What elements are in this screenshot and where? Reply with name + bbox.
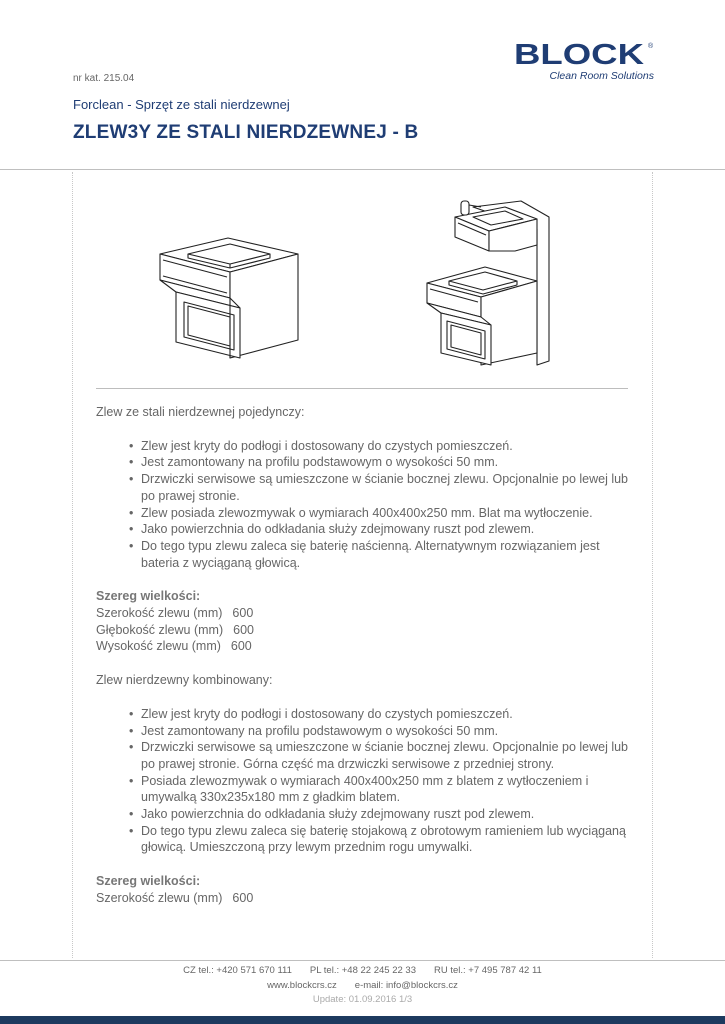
right-dotted-border (652, 172, 653, 958)
list-item: • Do tego typu zlewu zaleca się baterię naścienną. Alternatywnym rozwiązaniem jest bateria z wyciąganą głowicą. (141, 538, 636, 571)
header-divider (0, 169, 725, 170)
block-logo (512, 38, 657, 84)
section2-intro: Zlew nierdzewny kombinowany: (96, 673, 273, 688)
phone-pl: PL tel.: +48 22 245 22 33 (309, 965, 416, 976)
section2-sizes-heading: Szereg wielkości: (96, 874, 201, 889)
list-item: • Drzwiczki serwisowe są umieszczone w ścianie bocznej zlewu. Opcjonalnie po lewej lub po prawej stronie. (141, 471, 636, 504)
section2-feature-list (96, 706, 636, 856)
size-label: Wysokość zlewu (mm) (96, 639, 221, 654)
single-sink-drawing (158, 236, 300, 360)
page-footer (0, 964, 725, 1008)
list-item: • Zlew jest kryty do podłogi i dostosowany do czystych pomieszczeń. (141, 706, 636, 723)
footer-contacts (0, 979, 725, 994)
list-item: • Zlew jest kryty do podłogi i dostosowany do czystych pomieszczeń. (141, 438, 636, 455)
phone-cz: CZ tel.: +420 571 670 111 (183, 965, 292, 976)
email-link[interactable]: e-mail: info@blockcrs.cz (354, 979, 458, 991)
footer-divider (0, 960, 725, 961)
logo-tagline: Clean Room Solutions (549, 70, 654, 82)
list-item: • Jest zamontowany na profilu podstawowym o wysokości 50 mm. (141, 454, 636, 471)
size-row (96, 605, 636, 622)
catalog-number: nr kat. 215.04 (73, 73, 135, 84)
content-divider (96, 388, 628, 389)
size-value: 600 (233, 622, 254, 637)
list-item: • Jako powierzchnia do odkładania służy zdejmowany ruszt pod zlewem. (141, 521, 636, 538)
list-item: • Jest zamontowany na profilu podstawowym o wysokości 50 mm. (141, 723, 636, 740)
section1-intro: Zlew ze stali nierdzewnej pojedynczy: (96, 405, 305, 419)
list-item: • Posiada zlewozmywak o wymiarach 400x400x250 mm z blatem z wytłoczeniem i umywalką 330x235x180 mm z gładkim blatem. (141, 773, 636, 806)
product-description (96, 404, 636, 907)
page-title: ZLEW3Y ZE STALI NIERDZEWNEJ - B (73, 122, 419, 143)
size-value: 600 (232, 890, 254, 905)
list-item: • Do tego typu zlewu zaleca się baterię stojakową z obrotowym ramieniem lub wyciąganą głowicą. Umieszczoną przy lewym przednim rogu umywalki. (141, 823, 636, 856)
list-item: • Jako powierzchnia do odkładania służy zdejmowany ruszt pod zlewem. (141, 806, 636, 823)
size-row (96, 638, 636, 655)
logo-registered-mark: ® (648, 43, 654, 50)
size-row (96, 622, 636, 639)
size-label: Szerokość zlewu (mm) (96, 606, 223, 621)
size-value: 600 (230, 639, 252, 654)
phone-ru: RU tel.: +7 495 787 42 11 (433, 965, 542, 976)
size-label: Szerokość zlewu (mm) (96, 890, 223, 905)
page-subtitle: Forclean - Sprzęt ze stali nierdzewnej (73, 97, 290, 112)
size-row (96, 890, 636, 907)
footer-bar (0, 1016, 725, 1024)
combined-sink-drawing (425, 193, 553, 369)
update-info: Update: 01.09.2016 1/3 (312, 994, 413, 1005)
list-item: • Zlew posiada zlewozmywak o wymiarach 400x400x250 mm. Blat ma wytłoczenie. (141, 505, 636, 522)
size-value: 600 (232, 606, 254, 621)
list-item: • Drzwiczki serwisowe są umieszczone w ścianie bocznej zlewu. Opcjonalnie po lewej lub po prawej stronie. Górna część ma drzwiczki serwisowe z przedniej strony. (141, 739, 636, 772)
website-link[interactable]: www.blockcrs.cz (267, 979, 337, 991)
logo-wordmark: BLOCK (514, 39, 645, 71)
section1-sizes-heading: Szereg wielkości: (96, 589, 201, 604)
size-label: Głębokość zlewu (mm) (96, 622, 224, 637)
left-dotted-border (72, 172, 73, 958)
footer-phones (0, 964, 725, 979)
section1-feature-list (96, 438, 636, 572)
